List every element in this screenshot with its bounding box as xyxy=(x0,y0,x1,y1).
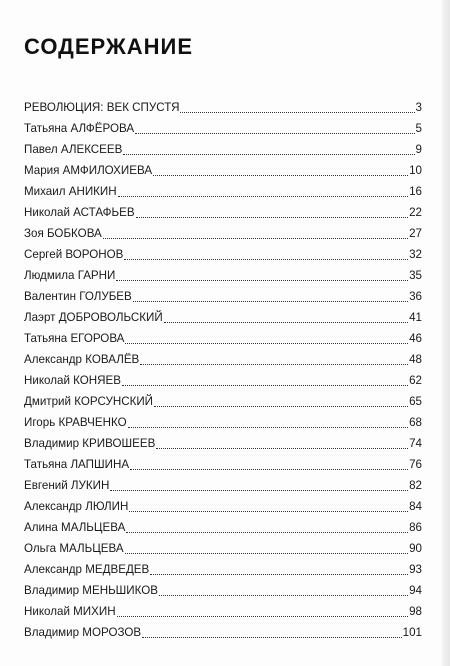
toc-entry xyxy=(24,97,422,118)
toc-entry xyxy=(24,391,422,412)
toc-page-number: 76 xyxy=(409,458,422,471)
toc-entry xyxy=(24,622,422,643)
toc-page-number: 93 xyxy=(409,563,422,576)
toc-entry-title: Павел АЛЕКСЕЕВ xyxy=(24,143,123,156)
toc-entry xyxy=(24,160,422,181)
toc-entry xyxy=(24,223,422,244)
toc-entry-title: Николай МИХИН xyxy=(24,605,116,618)
dot-leader xyxy=(153,175,408,176)
toc-page-number: 82 xyxy=(409,479,422,492)
toc-entry-title: Александр КОВАЛЁВ xyxy=(24,353,140,366)
toc-page-number: 27 xyxy=(409,227,422,240)
toc-page-number: 32 xyxy=(409,248,422,261)
dot-leader xyxy=(103,238,408,239)
toc-page-number: 94 xyxy=(409,584,422,597)
dot-leader xyxy=(125,343,408,344)
toc-entry xyxy=(24,307,422,328)
toc-entry-title: Лаэрт ДОБРОВОЛЬСКИЙ xyxy=(24,311,163,324)
dot-leader xyxy=(125,553,409,554)
toc-page-number: 16 xyxy=(409,185,422,198)
dot-leader xyxy=(116,280,408,281)
toc-entry xyxy=(24,433,422,454)
toc-entry xyxy=(24,412,422,433)
toc-entry xyxy=(24,538,422,559)
toc-entry-title: Татьяна ЛАПШИНА xyxy=(24,458,130,471)
toc-entry-title: Владимир МЕНЬШИКОВ xyxy=(24,584,159,597)
toc-page-number: 3 xyxy=(415,101,422,114)
toc-entry xyxy=(24,559,422,580)
dot-leader xyxy=(135,133,414,134)
toc-page-number: 9 xyxy=(415,143,422,156)
toc-entry-title: РЕВОЛЮЦИЯ: ВЕК СПУСТЯ xyxy=(24,101,180,114)
toc-entry xyxy=(24,475,422,496)
toc-entry xyxy=(24,580,422,601)
toc-page-number: 22 xyxy=(409,206,422,219)
toc-page-number: 41 xyxy=(409,311,422,324)
toc-entry xyxy=(24,328,422,349)
toc-entry-title: Дмитрий КОРСУНСКИЙ xyxy=(24,395,153,408)
toc-page-number: 65 xyxy=(409,395,422,408)
toc-entry xyxy=(24,202,422,223)
toc-entry-title: Николай КОНЯЕВ xyxy=(24,374,122,387)
toc-page-number: 48 xyxy=(409,353,422,366)
toc-page-number: 68 xyxy=(409,416,422,429)
toc-entry-title: Валентин ГОЛУБЕВ xyxy=(24,290,132,303)
toc-entry xyxy=(24,265,422,286)
toc-entry-title: Татьяна АЛФЁРОВА xyxy=(24,122,135,135)
dot-leader xyxy=(154,406,408,407)
toc-entry-title: Людмила ГАРНИ xyxy=(24,269,116,282)
toc-entry xyxy=(24,454,422,475)
dot-leader xyxy=(130,469,408,470)
dot-leader xyxy=(129,511,408,512)
toc-entry-title: Владимир КРИВОШЕЕВ xyxy=(24,437,156,450)
toc-page-number: 10 xyxy=(409,164,422,177)
table-of-contents xyxy=(24,97,422,643)
toc-entry xyxy=(24,286,422,307)
toc-entry xyxy=(24,139,422,160)
dot-leader xyxy=(140,364,408,365)
toc-page-number: 86 xyxy=(409,521,422,534)
toc-page-number: 46 xyxy=(409,332,422,345)
dot-leader xyxy=(180,112,414,113)
toc-entry-title: Александр МЕДВЕДЕВ xyxy=(24,563,150,576)
dot-leader xyxy=(142,637,402,638)
dot-leader xyxy=(164,322,408,323)
toc-entry xyxy=(24,118,422,139)
toc-page-number: 62 xyxy=(409,374,422,387)
toc-page-number: 74 xyxy=(409,437,422,450)
toc-entry-title: Мария АМФИЛОХИЕВА xyxy=(24,164,153,177)
toc-entry xyxy=(24,517,422,538)
dot-leader xyxy=(117,616,409,617)
toc-entry-title: Алина МАЛЬЦЕВА xyxy=(24,521,126,534)
toc-entry xyxy=(24,601,422,622)
page-edge-shadow xyxy=(442,0,450,666)
toc-entry-title: Сергей ВОРОНОВ xyxy=(24,248,124,261)
dot-leader xyxy=(136,217,409,218)
dot-leader xyxy=(133,301,408,302)
dot-leader xyxy=(110,490,408,491)
toc-page-number: 35 xyxy=(409,269,422,282)
toc-page-number: 36 xyxy=(409,290,422,303)
toc-entry-title: Владимир МОРОЗОВ xyxy=(24,626,142,639)
dot-leader xyxy=(118,196,408,197)
dot-leader xyxy=(126,532,408,533)
page-title: СОДЕРЖАНИЕ xyxy=(24,34,194,59)
toc-entry xyxy=(24,496,422,517)
dot-leader xyxy=(150,574,408,575)
dot-leader xyxy=(159,595,408,596)
toc-page-number: 101 xyxy=(402,626,422,639)
toc-entry-title: Михаил АНИКИН xyxy=(24,185,117,198)
toc-entry-title: Евгений ЛУКИН xyxy=(24,479,110,492)
dot-leader xyxy=(156,448,408,449)
dot-leader xyxy=(123,154,414,155)
dot-leader xyxy=(128,427,409,428)
toc-entry-title: Николай АСТАФЬЕВ xyxy=(24,206,135,219)
toc-entry xyxy=(24,244,422,265)
toc-entry-title: Александр ЛЮЛИН xyxy=(24,500,129,513)
toc-entry-title: Татьяна ЕГОРОВА xyxy=(24,332,125,345)
toc-entry xyxy=(24,181,422,202)
dot-leader xyxy=(122,385,408,386)
toc-page-number: 5 xyxy=(415,122,422,135)
toc-entry xyxy=(24,349,422,370)
toc-entry-title: Ольга МАЛЬЦЕВА xyxy=(24,542,124,555)
toc-page-number: 84 xyxy=(409,500,422,513)
toc-entry xyxy=(24,370,422,391)
toc-page-number: 98 xyxy=(409,605,422,618)
toc-entry-title: Зоя БОБКОВА xyxy=(24,227,102,240)
toc-page-number: 90 xyxy=(409,542,422,555)
toc-entry-title: Игорь КРАВЧЕНКО xyxy=(24,416,127,429)
dot-leader xyxy=(124,259,408,260)
